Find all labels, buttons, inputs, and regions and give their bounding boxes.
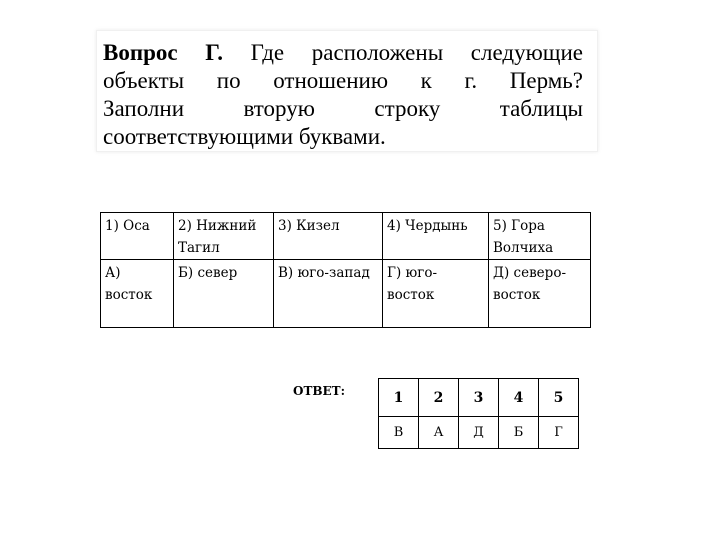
question-line-3: Заполни вторую строку таблицы (103, 96, 583, 121)
answer-number-cell: 4 (499, 379, 539, 417)
direction-cell: Б) север (174, 260, 274, 328)
answer-letter-cell: Б (499, 417, 539, 449)
answer-letters-row (379, 417, 579, 449)
answer-numbers-row (379, 379, 579, 417)
places-row (101, 213, 591, 260)
answer-letter-cell: Г (539, 417, 579, 449)
answer-letter-cell: Д (459, 417, 499, 449)
place-cell: 5) Гора Волчиха (489, 213, 591, 260)
place-cell: 4) Чердынь (383, 213, 489, 260)
direction-cell: В) юго-запад (274, 260, 383, 328)
question-line-1 (103, 39, 583, 67)
answer-number-cell: 5 (539, 379, 579, 417)
question-box (96, 30, 598, 152)
question-title: Вопрос Г. (103, 40, 224, 65)
place-cell: 2) Нижний Тагил (174, 213, 274, 260)
question-line-2: объекты по отношению к г. Пермь? (103, 68, 583, 93)
answer-number-cell: 2 (419, 379, 459, 417)
direction-cell: Г) юго-восток (383, 260, 489, 328)
answer-table (378, 378, 579, 449)
options-table (100, 212, 591, 328)
answer-number-cell: 1 (379, 379, 419, 417)
answer-number-cell: 3 (459, 379, 499, 417)
question-line-4: соответствующими буквами. (103, 124, 386, 149)
answer-letter-cell: В (379, 417, 419, 449)
question-text-1: Где расположены следующие (250, 40, 583, 65)
direction-cell: А) восток (101, 260, 174, 328)
directions-row (101, 260, 591, 328)
place-cell: 3) Кизел (274, 213, 383, 260)
answer-label: ОТВЕТ: (293, 384, 346, 398)
answer-letter-cell: А (419, 417, 459, 449)
direction-cell: Д) северо-восток (489, 260, 591, 328)
place-cell: 1) Оса (101, 213, 174, 260)
